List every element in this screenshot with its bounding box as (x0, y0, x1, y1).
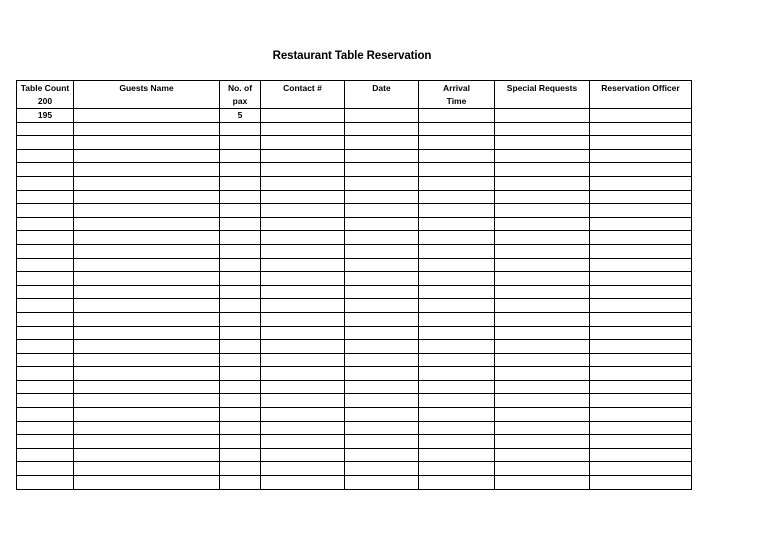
date-cell[interactable] (345, 272, 419, 286)
arrival-time-cell[interactable] (419, 353, 495, 367)
arrival-time-cell[interactable] (419, 340, 495, 354)
table-count-cell[interactable] (17, 149, 74, 163)
reservation-officer-cell[interactable] (590, 408, 692, 422)
arrival-time-cell[interactable] (419, 299, 495, 313)
pax-cell[interactable] (220, 244, 261, 258)
arrival-time-cell[interactable] (419, 408, 495, 422)
table-count-cell[interactable] (17, 204, 74, 218)
table-count-cell[interactable] (17, 462, 74, 476)
table-count-cell[interactable] (17, 258, 74, 272)
contact-cell[interactable] (261, 204, 345, 218)
reservation-officer-cell[interactable] (590, 340, 692, 354)
table-count-cell[interactable] (17, 190, 74, 204)
contact-cell[interactable] (261, 353, 345, 367)
date-cell[interactable] (345, 367, 419, 381)
arrival-time-cell[interactable] (419, 285, 495, 299)
header-arrival-time (419, 81, 495, 109)
reservation-officer-cell[interactable] (590, 204, 692, 218)
date-cell[interactable] (345, 244, 419, 258)
guests-name-cell[interactable] (74, 476, 220, 490)
contact-cell[interactable] (261, 149, 345, 163)
table-count-cell[interactable] (17, 136, 74, 150)
special-requests-cell[interactable] (495, 340, 590, 354)
pax-cell[interactable] (220, 326, 261, 340)
table-count-cell[interactable] (17, 380, 74, 394)
table-count-cell[interactable] (17, 340, 74, 354)
table-count-cell[interactable] (17, 476, 74, 490)
special-requests-cell[interactable] (495, 312, 590, 326)
date-cell[interactable] (345, 462, 419, 476)
guests-name-cell[interactable] (74, 258, 220, 272)
contact-cell[interactable] (261, 217, 345, 231)
reservation-officer-cell[interactable] (590, 435, 692, 449)
special-requests-cell[interactable] (495, 136, 590, 150)
contact-cell[interactable] (261, 285, 345, 299)
table-count-cell[interactable] (17, 353, 74, 367)
contact-cell[interactable] (261, 176, 345, 190)
contact-cell[interactable] (261, 476, 345, 490)
date-cell[interactable] (345, 476, 419, 490)
table-row (17, 190, 692, 204)
pax-cell[interactable] (220, 353, 261, 367)
pax-cell[interactable] (220, 258, 261, 272)
table-count-cell[interactable] (17, 217, 74, 231)
date-cell[interactable] (345, 394, 419, 408)
pax-cell[interactable] (220, 122, 261, 136)
reservation-officer-cell[interactable] (590, 367, 692, 381)
contact-cell[interactable] (261, 244, 345, 258)
date-cell[interactable] (345, 312, 419, 326)
contact-cell[interactable] (261, 408, 345, 422)
table-count-cell[interactable] (17, 367, 74, 381)
reservation-officer-cell[interactable] (590, 299, 692, 313)
guests-name-cell[interactable] (74, 176, 220, 190)
arrival-time-cell[interactable] (419, 258, 495, 272)
date-cell[interactable] (345, 204, 419, 218)
table-row (17, 421, 692, 435)
pax-cell[interactable] (220, 367, 261, 381)
reservation-officer-cell[interactable] (590, 231, 692, 245)
arrival-time-cell[interactable] (419, 136, 495, 150)
arrival-time-cell[interactable] (419, 204, 495, 218)
pax-cell[interactable] (220, 394, 261, 408)
table-count-cell[interactable] (17, 231, 74, 245)
contact-cell[interactable] (261, 340, 345, 354)
reservation-officer-cell[interactable] (590, 312, 692, 326)
reservation-officer-cell[interactable] (590, 326, 692, 340)
special-requests-cell[interactable] (495, 380, 590, 394)
date-cell[interactable] (345, 258, 419, 272)
pax-cell[interactable] (220, 448, 261, 462)
table-count-cell[interactable] (17, 435, 74, 449)
pax-cell[interactable]: 5 (220, 109, 261, 123)
date-cell[interactable] (345, 435, 419, 449)
contact-cell[interactable] (261, 136, 345, 150)
guests-name-cell[interactable] (74, 217, 220, 231)
table-count-cell[interactable] (17, 448, 74, 462)
arrival-time-cell[interactable] (419, 272, 495, 286)
contact-cell[interactable] (261, 435, 345, 449)
arrival-time-cell[interactable] (419, 190, 495, 204)
table-row (17, 217, 692, 231)
header-reservation-officer-label: Reservation Officer (601, 83, 680, 93)
pax-cell[interactable] (220, 231, 261, 245)
pax-cell[interactable] (220, 163, 261, 177)
arrival-time-cell[interactable] (419, 367, 495, 381)
table-row (17, 299, 692, 313)
special-requests-cell[interactable] (495, 394, 590, 408)
reservation-officer-cell[interactable] (590, 176, 692, 190)
arrival-time-cell[interactable] (419, 163, 495, 177)
reservation-officer-cell[interactable] (590, 109, 692, 123)
pax-cell[interactable] (220, 176, 261, 190)
contact-cell[interactable] (261, 448, 345, 462)
reservation-officer-cell[interactable] (590, 163, 692, 177)
special-requests-cell[interactable] (495, 353, 590, 367)
contact-cell[interactable] (261, 394, 345, 408)
special-requests-cell[interactable] (495, 258, 590, 272)
reservation-officer-cell[interactable] (590, 285, 692, 299)
arrival-time-cell[interactable] (419, 122, 495, 136)
guests-name-cell[interactable] (74, 231, 220, 245)
pax-cell[interactable] (220, 462, 261, 476)
pax-cell[interactable] (220, 204, 261, 218)
header-pax (220, 81, 261, 109)
special-requests-cell[interactable] (495, 204, 590, 218)
table-count-cell[interactable] (17, 122, 74, 136)
reservation-officer-cell[interactable] (590, 462, 692, 476)
date-cell[interactable] (345, 109, 419, 123)
guests-name-cell[interactable] (74, 163, 220, 177)
guests-name-cell[interactable] (74, 149, 220, 163)
guests-name-cell[interactable] (74, 272, 220, 286)
reservation-officer-cell[interactable] (590, 272, 692, 286)
guests-name-cell[interactable] (74, 190, 220, 204)
table-row (17, 136, 692, 150)
special-requests-cell[interactable] (495, 176, 590, 190)
reservation-officer-cell[interactable] (590, 380, 692, 394)
guests-name-cell[interactable] (74, 326, 220, 340)
pax-cell[interactable] (220, 340, 261, 354)
guests-name-cell[interactable] (74, 244, 220, 258)
special-requests-cell[interactable] (495, 408, 590, 422)
header-special-requests-label: Special Requests (506, 83, 578, 93)
header-guests-name-label: Guests Name (119, 83, 174, 93)
header-contact (261, 81, 345, 109)
special-requests-cell[interactable] (495, 217, 590, 231)
guests-name-cell[interactable] (74, 204, 220, 218)
guests-name-cell[interactable] (74, 394, 220, 408)
pax-cell[interactable] (220, 435, 261, 449)
pax-cell[interactable] (220, 299, 261, 313)
date-cell[interactable] (345, 448, 419, 462)
reservation-officer-cell[interactable] (590, 448, 692, 462)
arrival-time-cell[interactable] (419, 380, 495, 394)
date-cell[interactable] (345, 176, 419, 190)
table-row (17, 258, 692, 272)
table-row (17, 380, 692, 394)
guests-name-cell[interactable] (74, 380, 220, 394)
table-count-cell[interactable] (17, 299, 74, 313)
header-guests-name (74, 81, 220, 109)
pax-cell[interactable] (220, 217, 261, 231)
reservation-officer-cell[interactable] (590, 122, 692, 136)
reservation-officer-cell[interactable] (590, 136, 692, 150)
arrival-time-cell[interactable] (419, 476, 495, 490)
table-count-cell[interactable] (17, 176, 74, 190)
special-requests-cell[interactable] (495, 367, 590, 381)
guests-name-cell[interactable] (74, 340, 220, 354)
table-row (17, 340, 692, 354)
table-row (17, 367, 692, 381)
table-count-cell[interactable] (17, 408, 74, 422)
header-contact-label: Contact # (283, 83, 322, 93)
table-count-cell[interactable] (17, 394, 74, 408)
contact-cell[interactable] (261, 326, 345, 340)
table-row (17, 326, 692, 340)
header-date (345, 81, 419, 109)
special-requests-cell[interactable] (495, 190, 590, 204)
header-arrival-time-line1: Arrival (443, 83, 470, 93)
guests-name-cell[interactable] (74, 462, 220, 476)
table-row (17, 204, 692, 218)
date-cell[interactable] (345, 380, 419, 394)
date-cell[interactable] (345, 231, 419, 245)
guests-name-cell[interactable] (74, 299, 220, 313)
table-row (17, 476, 692, 490)
table-row (17, 435, 692, 449)
table-row (17, 231, 692, 245)
table-row (17, 285, 692, 299)
contact-cell[interactable] (261, 258, 345, 272)
header-table-count-total: 200 (37, 96, 53, 106)
special-requests-cell[interactable] (495, 299, 590, 313)
guests-name-cell[interactable] (74, 421, 220, 435)
pax-cell[interactable] (220, 149, 261, 163)
guests-name-cell[interactable] (74, 435, 220, 449)
page-title: Restaurant Table Reservation (272, 50, 432, 62)
date-cell[interactable] (345, 285, 419, 299)
date-cell[interactable] (345, 421, 419, 435)
special-requests-cell[interactable] (495, 149, 590, 163)
special-requests-cell[interactable] (495, 285, 590, 299)
date-cell[interactable] (345, 122, 419, 136)
date-cell[interactable] (345, 299, 419, 313)
table-row (17, 244, 692, 258)
date-cell[interactable] (345, 163, 419, 177)
arrival-time-cell[interactable] (419, 244, 495, 258)
guests-name-cell[interactable] (74, 312, 220, 326)
pax-cell[interactable] (220, 476, 261, 490)
header-arrival-time-line2: Time (446, 96, 467, 106)
arrival-time-cell[interactable] (419, 435, 495, 449)
table-count-cell[interactable] (17, 421, 74, 435)
date-cell[interactable] (345, 353, 419, 367)
table-row (17, 163, 692, 177)
arrival-time-cell[interactable] (419, 176, 495, 190)
special-requests-cell[interactable] (495, 448, 590, 462)
contact-cell[interactable] (261, 299, 345, 313)
reservation-officer-cell[interactable] (590, 149, 692, 163)
reservation-officer-cell[interactable] (590, 421, 692, 435)
guests-name-cell[interactable] (74, 136, 220, 150)
special-requests-cell[interactable] (495, 435, 590, 449)
arrival-time-cell[interactable] (419, 109, 495, 123)
reservation-officer-cell[interactable] (590, 244, 692, 258)
guests-name-cell[interactable] (74, 367, 220, 381)
date-cell[interactable] (345, 326, 419, 340)
date-cell[interactable] (345, 340, 419, 354)
guests-name-cell[interactable] (74, 408, 220, 422)
header-table-count (17, 81, 74, 109)
table-row (17, 448, 692, 462)
arrival-time-cell[interactable] (419, 217, 495, 231)
arrival-time-cell[interactable] (419, 326, 495, 340)
reservation-officer-cell[interactable] (590, 190, 692, 204)
arrival-time-cell[interactable] (419, 448, 495, 462)
table-row (17, 408, 692, 422)
contact-cell[interactable] (261, 421, 345, 435)
contact-cell[interactable] (261, 367, 345, 381)
guests-name-cell[interactable] (74, 448, 220, 462)
date-cell[interactable] (345, 136, 419, 150)
arrival-time-cell[interactable] (419, 462, 495, 476)
contact-cell[interactable] (261, 312, 345, 326)
special-requests-cell[interactable] (495, 163, 590, 177)
arrival-time-cell[interactable] (419, 312, 495, 326)
table-row (17, 312, 692, 326)
special-requests-cell[interactable] (495, 326, 590, 340)
table-row (17, 122, 692, 136)
table-row (17, 353, 692, 367)
arrival-time-cell[interactable] (419, 394, 495, 408)
contact-cell[interactable] (261, 462, 345, 476)
date-cell[interactable] (345, 408, 419, 422)
guests-name-cell[interactable] (74, 353, 220, 367)
date-cell[interactable] (345, 149, 419, 163)
special-requests-cell[interactable] (495, 272, 590, 286)
special-requests-cell[interactable] (495, 244, 590, 258)
guests-name-cell[interactable] (74, 109, 220, 123)
contact-cell[interactable] (261, 190, 345, 204)
table-row (17, 394, 692, 408)
date-cell[interactable] (345, 217, 419, 231)
contact-cell[interactable] (261, 272, 345, 286)
header-pax-line1: No. of (227, 83, 253, 93)
reservation-officer-cell[interactable] (590, 258, 692, 272)
table-row (17, 109, 692, 123)
table-row (17, 462, 692, 476)
table-row (17, 272, 692, 286)
pax-cell[interactable] (220, 285, 261, 299)
table-count-cell[interactable] (17, 326, 74, 340)
pax-cell[interactable] (220, 312, 261, 326)
header-special-requests (495, 81, 590, 109)
pax-cell[interactable] (220, 421, 261, 435)
table-count-cell[interactable] (17, 272, 74, 286)
table-count-cell[interactable] (17, 163, 74, 177)
special-requests-cell[interactable] (495, 122, 590, 136)
guests-name-cell[interactable] (74, 285, 220, 299)
header-reservation-officer (590, 81, 692, 109)
arrival-time-cell[interactable] (419, 231, 495, 245)
contact-cell[interactable] (261, 122, 345, 136)
pax-cell[interactable] (220, 408, 261, 422)
header-table-count-label: Table Count (20, 83, 70, 93)
guests-name-cell[interactable] (74, 122, 220, 136)
table-row (17, 176, 692, 190)
table-count-cell[interactable] (17, 285, 74, 299)
header-date-label: Date (372, 83, 391, 93)
special-requests-cell[interactable] (495, 109, 590, 123)
contact-cell[interactable] (261, 109, 345, 123)
reservation-officer-cell[interactable] (590, 353, 692, 367)
special-requests-cell[interactable] (495, 421, 590, 435)
pax-cell[interactable] (220, 272, 261, 286)
reservation-officer-cell[interactable] (590, 476, 692, 490)
special-requests-cell[interactable] (495, 231, 590, 245)
contact-cell[interactable] (261, 163, 345, 177)
pax-cell[interactable] (220, 190, 261, 204)
table-count-cell[interactable]: 195 (17, 109, 74, 123)
contact-cell[interactable] (261, 231, 345, 245)
arrival-time-cell[interactable] (419, 149, 495, 163)
reservation-table (16, 80, 692, 490)
reservation-officer-cell[interactable] (590, 217, 692, 231)
table-count-cell[interactable] (17, 312, 74, 326)
pax-cell[interactable] (220, 136, 261, 150)
header-row (17, 81, 692, 109)
table-row (17, 149, 692, 163)
special-requests-cell[interactable] (495, 476, 590, 490)
table-count-cell[interactable] (17, 244, 74, 258)
pax-cell[interactable] (220, 380, 261, 394)
header-pax-line2: pax (232, 96, 248, 106)
special-requests-cell[interactable] (495, 462, 590, 476)
contact-cell[interactable] (261, 380, 345, 394)
reservation-officer-cell[interactable] (590, 394, 692, 408)
arrival-time-cell[interactable] (419, 421, 495, 435)
date-cell[interactable] (345, 190, 419, 204)
